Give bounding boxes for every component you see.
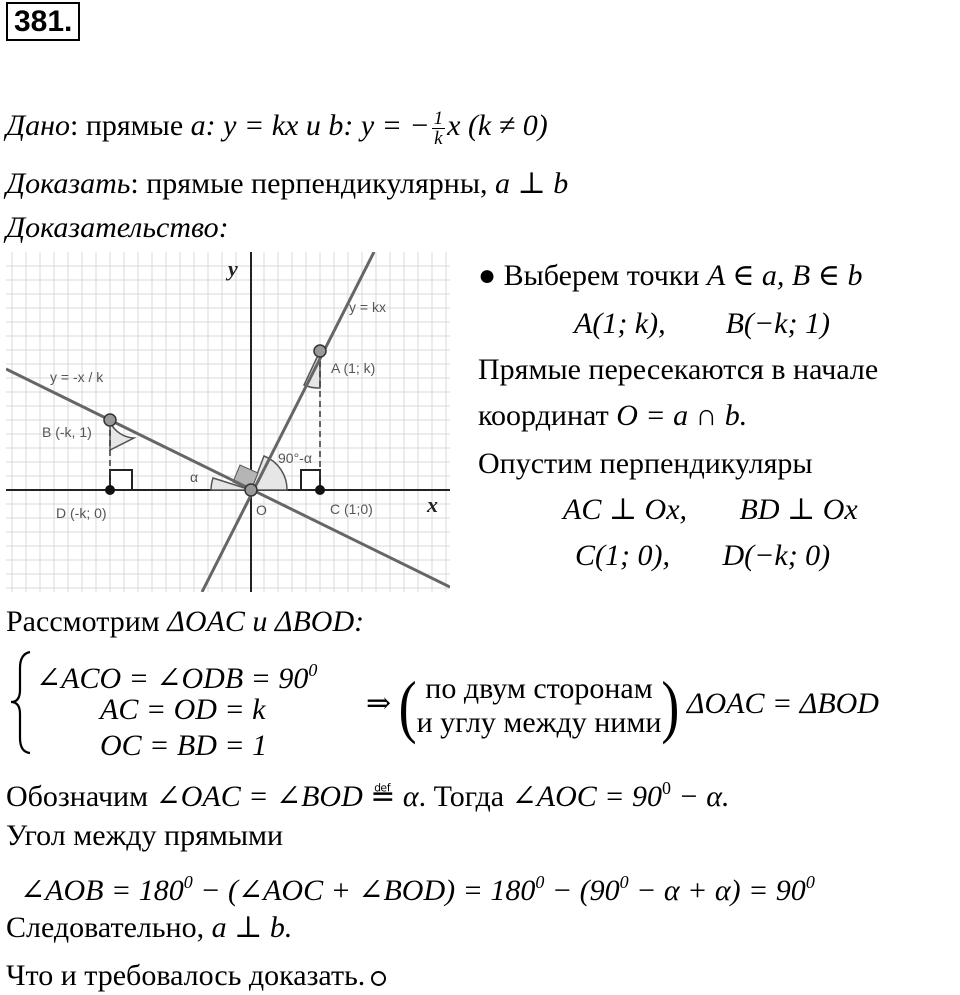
given-label: Дано [6,109,70,142]
denote-text2: . Тогда [418,780,512,813]
proof-label: Доказательство: [6,211,229,244]
formula-sup2: 0 [535,872,545,892]
eq-a: : y = kx и [205,109,329,142]
label-x-axis: x [427,492,438,517]
fraction-numerator: 1 [433,107,444,129]
given-text: : прямые [69,109,191,142]
formula-part2: − (∠AOC + ∠BOD) = 180 [192,874,536,907]
system-eq2: AC = OD = k [100,693,266,726]
consider-text: Рассмотрим [6,605,168,638]
denote-line [6,770,730,815]
eq-b-pre: : y = − [343,109,430,142]
proof-label-text: Доказательство [6,211,219,244]
label-point-c: C (1;0) [330,501,373,517]
formula-part1: ∠AOB = 180 [20,874,184,907]
system-brace [8,650,34,755]
implies-arrow: ⇒ [366,687,392,720]
perpendiculars-line: Опустим перпендикуляры [478,447,813,480]
paren-close: ) [661,667,680,746]
formula-part4: − α + α) = 90 [628,874,806,907]
label-point-o: O [256,502,267,518]
fraction-denominator: k [434,127,443,149]
formula-sup4: 0 [805,872,815,892]
denote-degree: 0 [662,778,672,798]
angle-formula [20,864,815,909]
choose-points-math: A ∈ a, B ∈ b [706,259,863,292]
denote-math3: ∠AOC = 90 [511,780,663,813]
system-eq1-text: ∠ACO = ∠ODB = 90 [36,662,309,695]
paren-open: ( [398,667,417,746]
fraction [432,109,446,148]
problem-number: 381. [6,2,80,41]
origin-line [478,398,747,434]
denote-math1: ∠OAC = ∠BOD [155,780,363,813]
point-c [315,485,325,495]
formula-part3: − (90 [544,874,620,907]
prove-line [6,166,568,202]
point-a [314,345,326,357]
reason-text [417,672,662,740]
label-line-b: y = -x / k [50,369,104,385]
point-d [105,485,115,495]
reason-line-1: по двум сторонам [425,672,653,706]
consider-line [6,604,364,640]
qed-text: Что и требовалось доказать. [6,959,366,992]
def-sign: ≝ [370,780,396,813]
choose-points-text: ● Выберем точки [478,259,707,292]
label-line-a: y = kx [349,299,386,315]
coordinate-diagram [6,252,450,592]
choose-points-line [478,258,862,294]
line-b-name: b [328,109,344,142]
hence-line [6,910,292,946]
point-b [104,414,116,426]
prove-label: Доказать [6,167,131,200]
reason-line-2: и углу между ними [416,706,662,740]
denote-text1: Обозначим [6,780,156,813]
formula-sup3: 0 [619,872,629,892]
prove-text: : прямые перпендикулярны, [130,167,495,200]
formula-sup1: 0 [183,872,193,892]
denote-math4: − α. [671,780,730,813]
hence-text: Следовательно, [6,911,212,944]
system-eq1-degree: 0 [308,660,318,680]
given-line [6,108,548,148]
system-eq3: OC = BD = 1 [100,729,268,762]
intersect-line: Прямые пересекаются в начале [478,353,879,386]
label-point-d: D (-k; 0) [56,505,107,521]
system-eq1 [36,652,317,697]
qed-circle-icon [371,971,386,986]
label-alpha: α [190,469,199,485]
angle-between-line: Угол между прямыми [6,819,284,852]
feet-coordinates: C(1; 0), D(−k; 0) [575,539,831,572]
denote-math2: α [395,780,419,813]
origin-text: координат [478,399,617,432]
line-b [6,369,450,587]
origin-math: O = a ∩ b. [616,399,748,432]
consider-math: ΔOAC и ΔBOD: [167,605,365,638]
eq-b-post: x (k ≠ 0) [447,109,548,142]
label-90-minus-alpha: 90°-α [278,450,312,466]
label-point-a: A (1; k) [331,360,376,376]
point-o [245,484,257,496]
hence-math: a ⊥ b. [211,911,293,944]
qed-line [6,958,386,994]
points-coordinates: A(1; k), B(−k; 1) [574,307,830,340]
congruence-conclusion: ΔOAC = ΔBOD [686,687,879,720]
label-point-b: B (-k, 1) [42,424,92,440]
congruence-reason [366,664,879,744]
prove-math: a ⊥ b [494,167,569,200]
label-y-axis: y [228,256,238,281]
line-a-name: a [190,109,206,142]
perpendiculars-math: AC ⊥ Ox, BD ⊥ Ox [563,493,858,526]
